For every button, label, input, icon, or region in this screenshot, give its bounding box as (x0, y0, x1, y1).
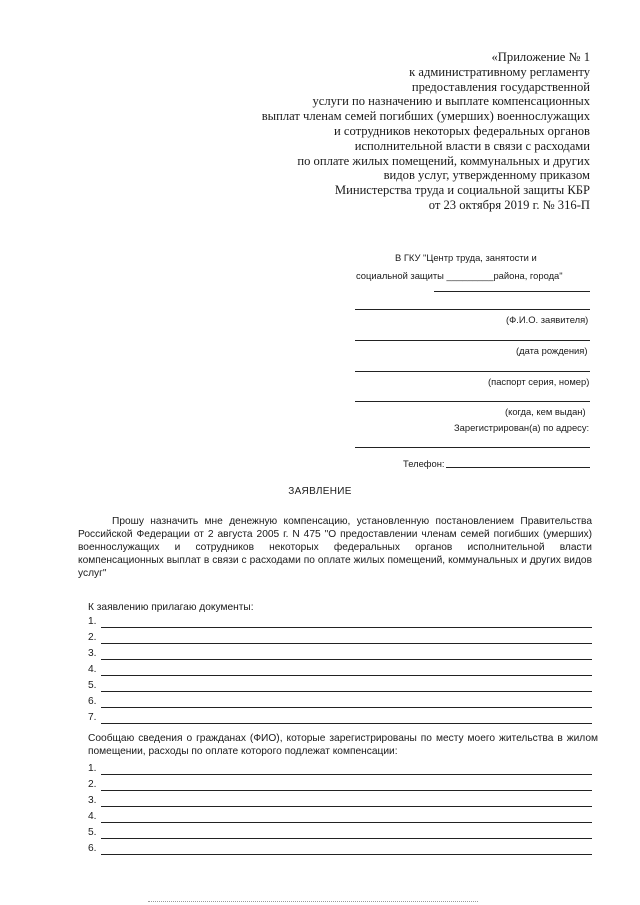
document-number: 4. (88, 664, 97, 675)
document-number: 1. (88, 616, 97, 627)
resident-row (88, 779, 592, 793)
resident-entry-field[interactable] (101, 806, 592, 807)
document-entry-field[interactable] (101, 675, 592, 676)
appendix-line: к административному регламенту (409, 64, 590, 79)
appendix-line: услуги по назначению и выплате компенсационных (312, 94, 590, 109)
document-row (88, 696, 592, 710)
district-blank-field[interactable]: _________ (446, 270, 494, 281)
resident-number: 1. (88, 763, 97, 774)
document-entry-field[interactable] (101, 691, 592, 692)
appendix-line: исполнительной власти в связи с расходами (354, 138, 590, 153)
document-entry-field[interactable] (101, 627, 592, 628)
fio-caption: (Ф.И.О. заявителя) (506, 314, 589, 325)
applicant-fio-field[interactable] (355, 309, 590, 310)
document-row (88, 680, 592, 694)
page-bottom-rule (148, 901, 478, 902)
registered-address-field[interactable] (355, 447, 590, 448)
appendix-line: «Приложение № 1 (491, 50, 590, 64)
birth-date-field[interactable] (355, 340, 590, 341)
resident-row (88, 795, 592, 809)
document-row (88, 616, 592, 630)
recipient-line-2-suffix: района, города" (493, 270, 563, 281)
passport-field[interactable] (355, 371, 590, 372)
document-number: 2. (88, 632, 97, 643)
resident-number: 2. (88, 779, 97, 790)
document-entry-field[interactable] (101, 723, 592, 724)
phone-label: Телефон: (403, 458, 445, 469)
resident-entry-field[interactable] (101, 838, 592, 839)
passport-issued-field[interactable] (355, 401, 590, 402)
document-entry-field[interactable] (101, 643, 592, 644)
document-number: 3. (88, 648, 97, 659)
recipient-line-1: В ГКУ "Центр труда, занятости и (395, 252, 537, 263)
resident-entry-field[interactable] (101, 822, 592, 823)
document-row (88, 648, 592, 662)
document-row (88, 664, 592, 678)
passport-caption: (паспорт серия, номер) (488, 376, 590, 387)
resident-entry-field[interactable] (101, 790, 592, 791)
request-paragraph (78, 515, 592, 580)
appendix-line: по оплате жилых помещений, коммунальных и других (297, 153, 590, 168)
residents-label: Сообщаю сведения о гражданах (ФИО), которые зарегистрированы по месту моего жительства в жилом помещении, расходы по оплате которого подлежат компенсации: (88, 733, 598, 757)
resident-number: 3. (88, 795, 97, 806)
resident-row (88, 843, 592, 857)
phone-field[interactable] (446, 467, 590, 468)
birth-date-caption: (дата рождения) (516, 345, 588, 356)
resident-row (88, 811, 592, 825)
document-number: 5. (88, 680, 97, 691)
appendix-header (190, 50, 590, 213)
recipient-line-2-prefix: социальной защиты (356, 270, 447, 281)
document-number: 6. (88, 696, 97, 707)
issued-caption: (когда, кем выдан) (505, 406, 586, 417)
request-text: Прошу назначить мне денежную компенсацию, установленную постановлением Правительства Российской Федерации от 2 августа 2005 г. N 475 "О предоставлении членам семей погибших (умерших) военнослужащих и сотрудников некоторых федеральных органов исполнительной власти компенсационных выплат в связи с расходами по оплате жилых помещений, коммунальных и других видов услуг" (78, 516, 592, 579)
appendix-line: и сотрудников некоторых федеральных органов (333, 123, 590, 138)
registered-address-label: Зарегистрирован(а) по адресу: (454, 422, 590, 433)
document-entry-field[interactable] (101, 659, 592, 660)
resident-number: 5. (88, 827, 97, 838)
resident-entry-field[interactable] (101, 774, 592, 775)
appendix-line: Министерства труда и социальной защиты КБР (334, 183, 590, 198)
resident-entry-field[interactable] (101, 854, 592, 855)
recipient-blank-line[interactable] (434, 291, 590, 292)
documents-label: К заявлению прилагаю документы: (88, 602, 254, 613)
appendix-line: видов услуг, утвержденному приказом (383, 168, 590, 183)
appendix-line: от 23 октября 2019 г. № 316-П (428, 197, 590, 212)
appendix-line: предоставления государственной (411, 79, 590, 94)
resident-number: 4. (88, 811, 97, 822)
recipient-line-2 (356, 270, 563, 281)
document-number: 7. (88, 712, 97, 723)
resident-number: 6. (88, 843, 97, 854)
document-title: ЗАЯВЛЕНИЕ (288, 486, 352, 497)
appendix-line: выплат членам семей погибших (умерших) военнослужащих (261, 109, 590, 124)
document-row (88, 712, 592, 726)
document-entry-field[interactable] (101, 707, 592, 708)
resident-row (88, 827, 592, 841)
resident-row (88, 763, 592, 777)
document-row (88, 632, 592, 646)
